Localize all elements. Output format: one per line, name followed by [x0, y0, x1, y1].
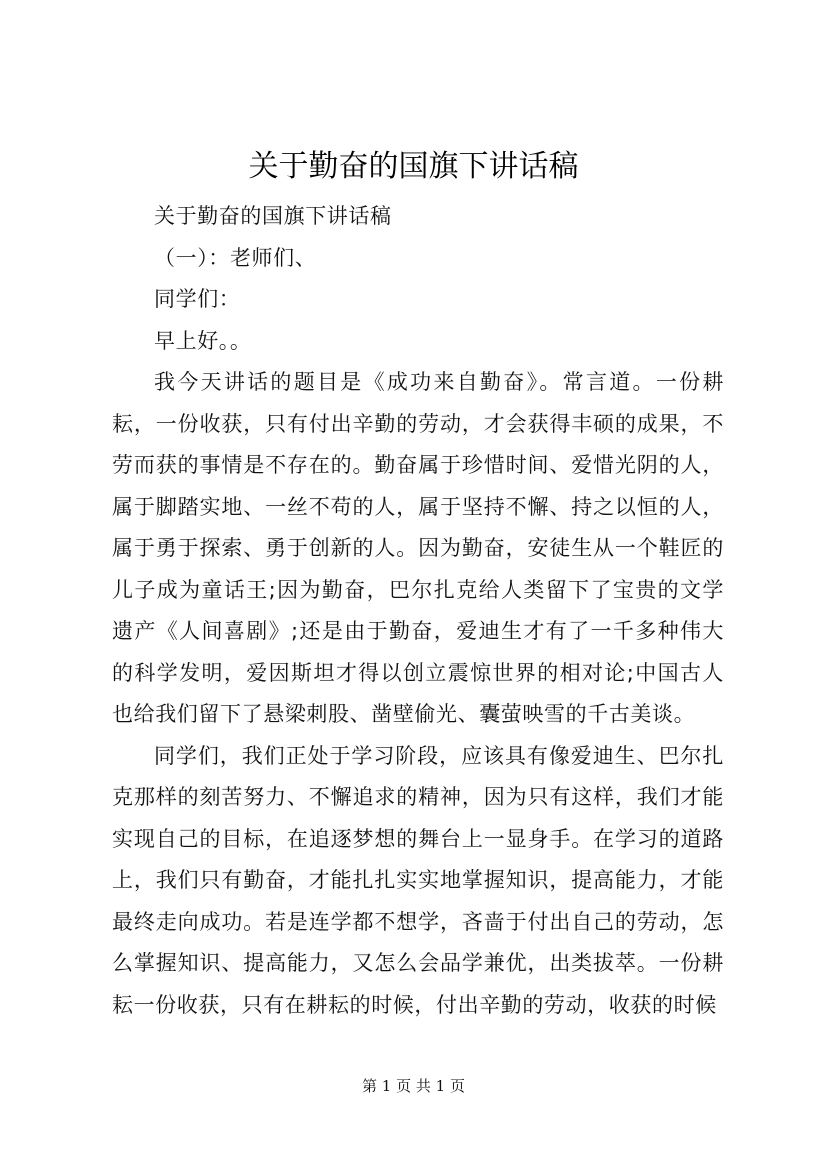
paragraph-subtitle: 关于勤奋的国旗下讲话稿 — [154, 204, 392, 228]
paragraph-body-1: 我今天讲话的题目是《成功来自勤奋》。常言道。一份耕耘，一份收获，只有付出辛勤的劳动，才会获得丰硕的成果，不劳而获的事情是不存在的。勤奋属于珍惜时间、爱惜光阴的人，属于脚踏实地、一丝不苟的人，属于坚持不懈、持之以恒的人，属于勇于探索、勇于创新的人。因为勤奋，安徒生从一个鞋匠的儿子成为童话王;因为勤奋，巴尔扎克给人类留下了宝贵的文学遗产《人间喜剧》;还是由于勤奋，爱迪生才有了一千多种伟大的科学发明，爱因斯坦才得以创立震惊世界的相对论;中国古人也给我们留下了悬梁刺股、凿壁偷光、囊萤映雪的千古美谈。 — [112, 370, 724, 726]
paragraph-salutation-students: 同学们： — [154, 287, 241, 311]
page-footer: 第 1 页 共 1 页 — [362, 1077, 465, 1095]
paragraph-body-2: 同学们，我们正处于学习阶段，应该具有像爱迪生、巴尔扎克那样的刻苦努力、不懈追求的精神，因为只有这样，我们才能实现自己的目标，在追逐梦想的舞台上一显身手。在学习的道路上，我们只有勤奋，才能扎扎实实地掌握知识，提高能力，才能最终走向成功。若是连学都不想学，吝啬于付出自己的劳动，怎么掌握知识、提高能力，又怎么会品学兼优，出类拔萃。一份耕耘一份收获，只有在耕耘的时候，付出辛勤的劳动，收获的时候 — [112, 743, 724, 1017]
paragraph-salutation-teachers: （一）：老师们、 — [154, 245, 317, 270]
document-body — [112, 196, 724, 1026]
document-title: 关于勤奋的国旗下讲话稿 — [248, 149, 579, 184]
paragraph-greeting: 早上好。。 — [154, 328, 252, 353]
